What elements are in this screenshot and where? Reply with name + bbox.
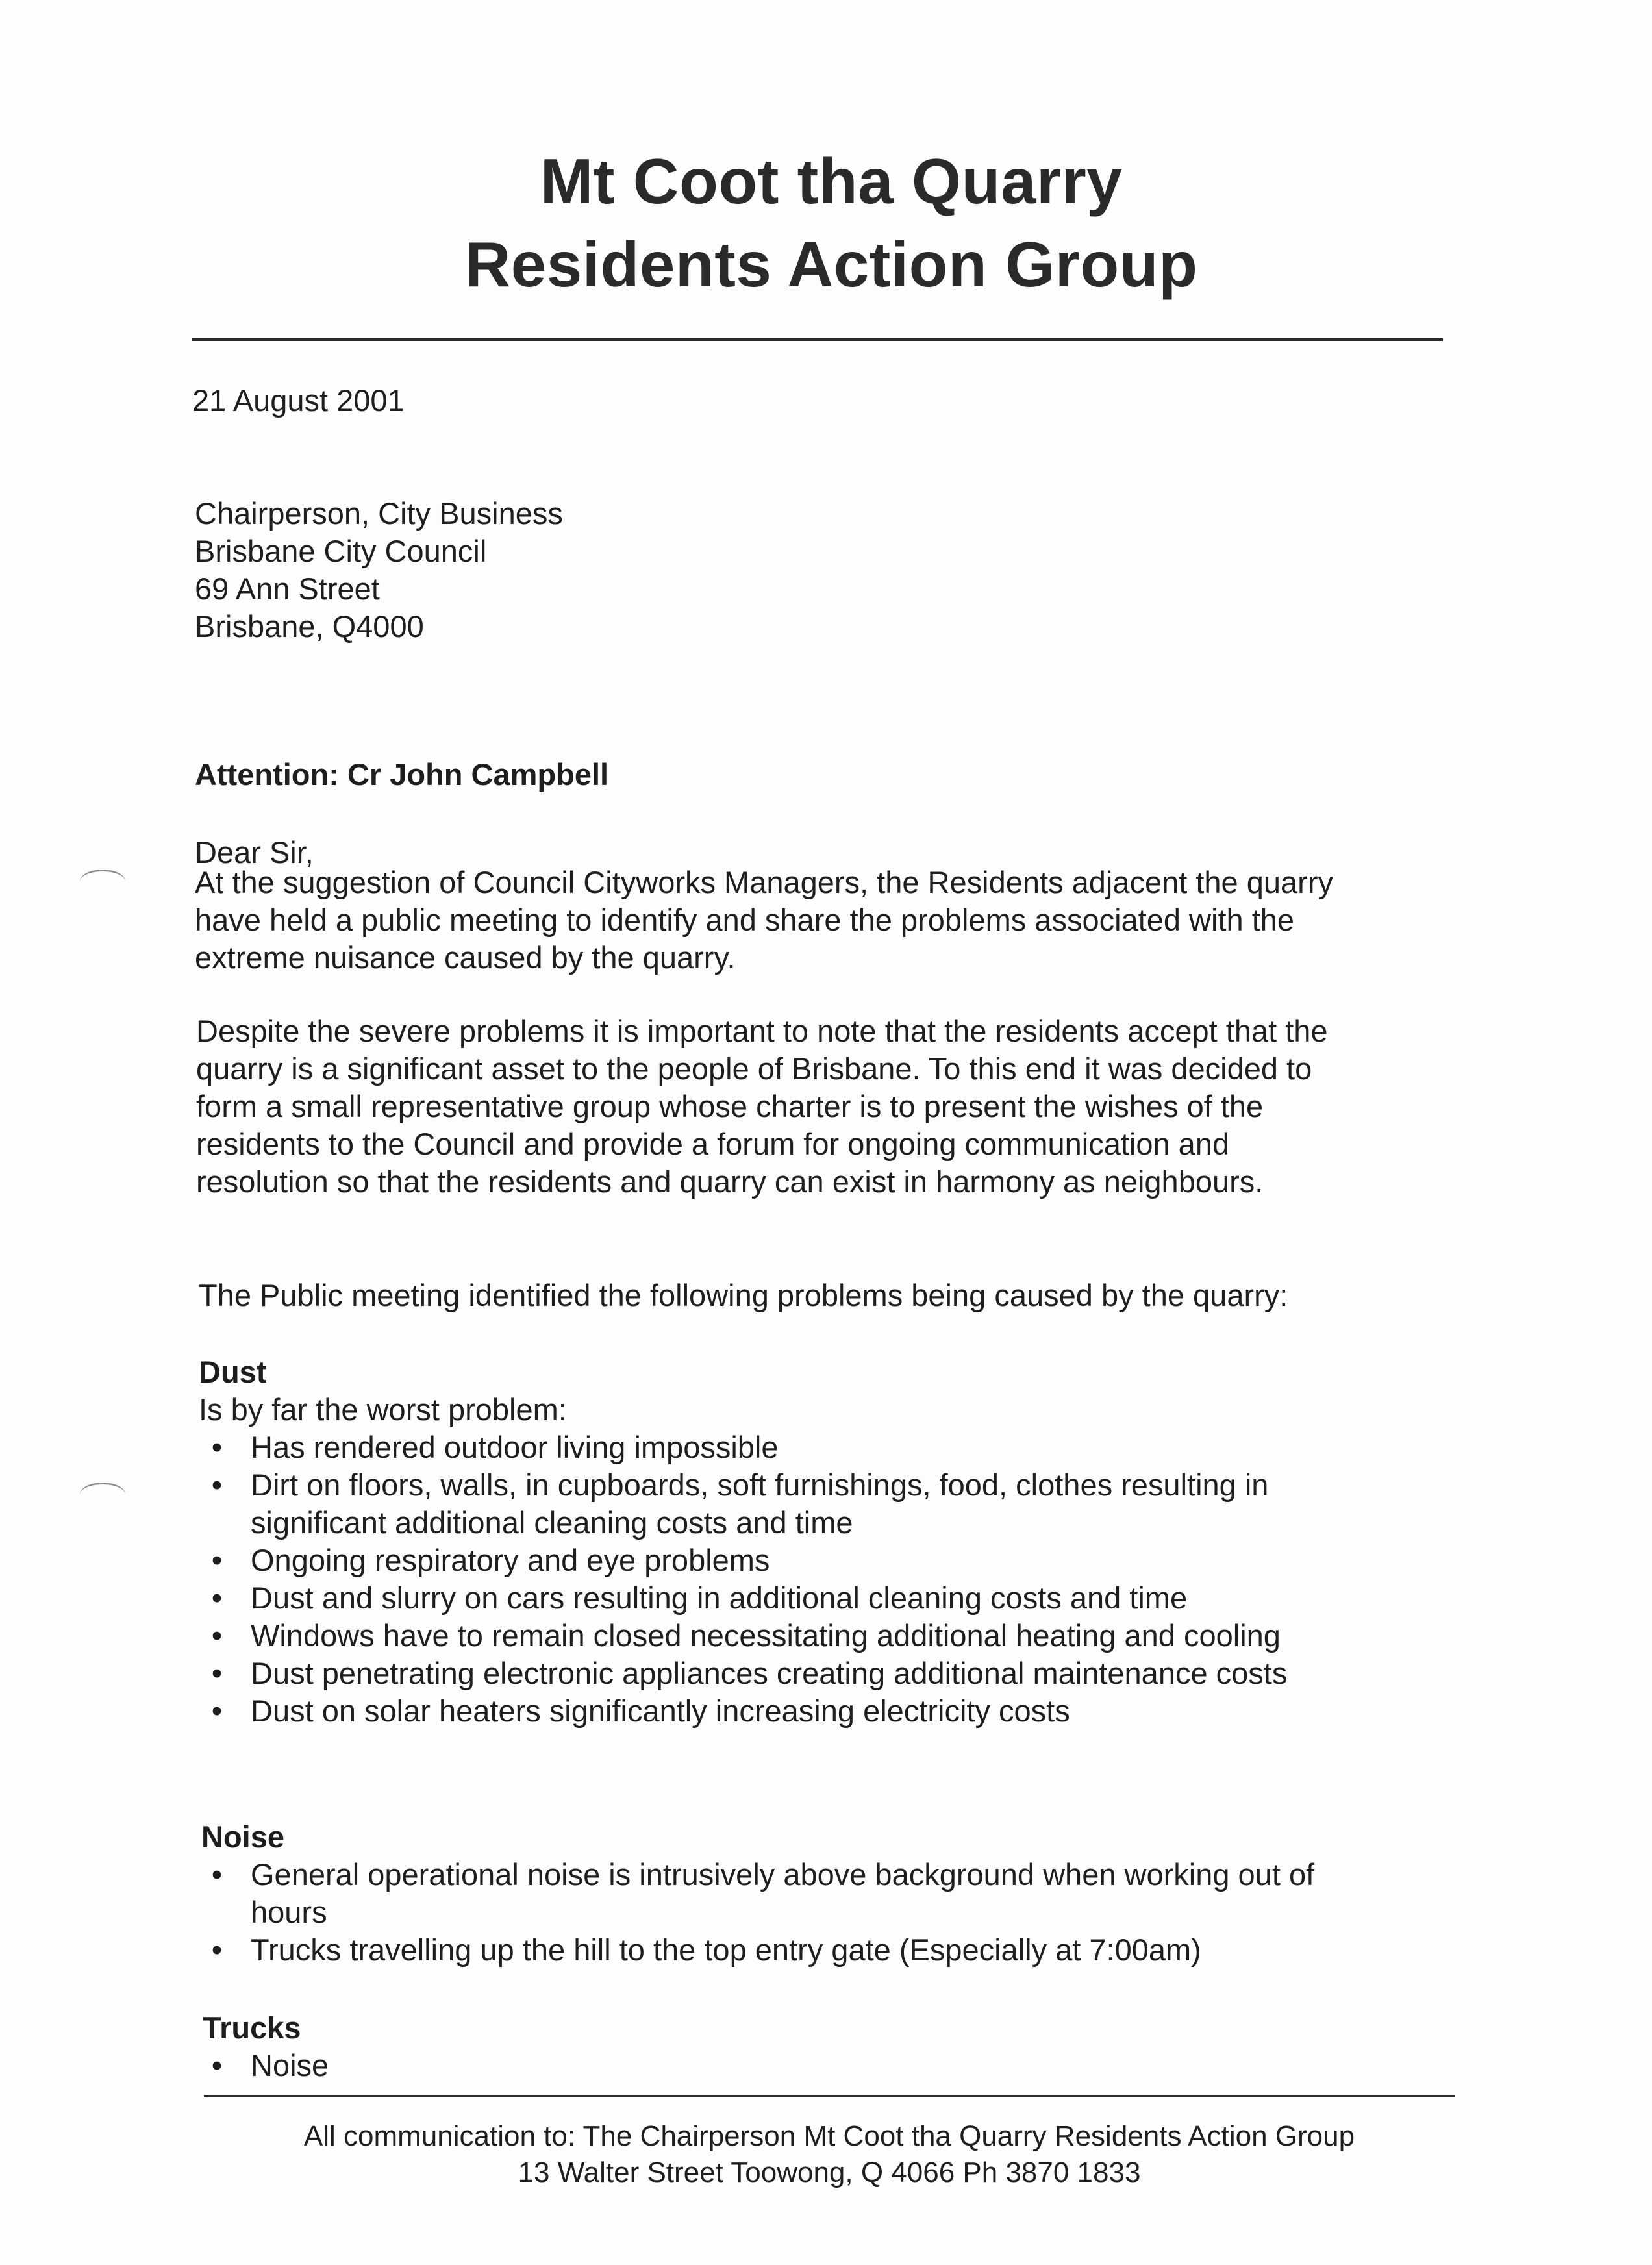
- list-item: [201, 1856, 1314, 1931]
- recipient-line: 69 Ann Street: [195, 571, 380, 606]
- paragraph-line: have held a public meeting to identify and share the problems associated with the: [195, 903, 1295, 937]
- list-item-text: Dust on solar heaters significantly increasing electricity costs: [251, 1694, 1070, 1728]
- bullet-icon: •: [211, 1933, 223, 1967]
- bullet-icon: •: [211, 1430, 223, 1464]
- bullet-icon: •: [211, 1618, 223, 1653]
- footer-line: All communication to: The Chairperson Mt Coot tha Quarry Residents Action Group: [303, 2120, 1355, 2152]
- letter-date: 21 August 2001: [192, 383, 405, 418]
- problems-intro: The Public meeting identified the following problems being caused by the quarry:: [199, 1278, 1288, 1312]
- letterhead-title-line2: Residents Action Group: [464, 229, 1198, 300]
- salutation: Dear Sir,: [195, 835, 314, 870]
- dust-problem-list: [201, 1429, 1287, 1730]
- trucks-problem-list: [201, 2047, 329, 2084]
- list-item-text: Ongoing respiratory and eye problems: [251, 1543, 770, 1577]
- list-item-text: Windows have to remain closed necessitating additional heating and cooling: [251, 1618, 1281, 1653]
- header-divider: [192, 338, 1443, 341]
- noise-problem-list: [201, 1856, 1314, 1969]
- bullet-icon: •: [211, 1694, 223, 1728]
- recipient-line: Brisbane, Q4000: [195, 609, 424, 644]
- punch-hole-mark: [80, 870, 125, 894]
- bullet-icon: •: [211, 1468, 223, 1502]
- footer-divider: [204, 2095, 1455, 2097]
- list-item: [201, 1655, 1287, 1692]
- list-item: [201, 1617, 1287, 1655]
- list-item-text: Has rendered outdoor living impossible: [251, 1430, 779, 1464]
- list-item-text: Noise: [251, 2048, 329, 2083]
- list-item: [201, 1692, 1287, 1730]
- paragraph-line: quarry is a significant asset to the people of Brisbane. To this end it was decided to: [196, 1051, 1312, 1086]
- dust-lead: Is by far the worst problem:: [199, 1392, 567, 1427]
- list-item-text: Dust and slurry on cars resulting in additional cleaning costs and time: [251, 1581, 1188, 1615]
- paragraph-line: At the suggestion of Council Cityworks Managers, the Residents adjacent the quarry: [195, 865, 1333, 899]
- list-item: [201, 1429, 1287, 1466]
- list-item-text: General operational noise is intrusively above background when working out of: [251, 1857, 1315, 1892]
- paragraph-line: residents to the Council and provide a forum for ongoing communication and: [196, 1127, 1230, 1161]
- bullet-icon: •: [211, 1656, 223, 1690]
- paragraph-line: extreme nuisance caused by the quarry.: [195, 940, 736, 975]
- bullet-icon: •: [211, 1857, 223, 1892]
- list-item-text: significant additional cleaning costs and time: [251, 1505, 853, 1540]
- list-item: [201, 1542, 1287, 1579]
- footer-line: 13 Walter Street Toowong, Q 4066 Ph 3870 1833: [518, 2157, 1141, 2188]
- attention-line: Attention: Cr John Campbell: [195, 757, 609, 792]
- recipient-line: Brisbane City Council: [195, 534, 487, 568]
- bullet-icon: •: [211, 1543, 223, 1577]
- list-item: [201, 1466, 1287, 1542]
- section-heading-trucks: Trucks: [203, 2010, 301, 2045]
- list-item-text: hours: [251, 1895, 327, 1929]
- list-item-text: Dust penetrating electronic appliances creating additional maintenance costs: [251, 1656, 1288, 1690]
- bullet-icon: •: [211, 2048, 223, 2083]
- paragraph-line: form a small representative group whose charter is to present the wishes of the: [196, 1089, 1264, 1123]
- bullet-icon: •: [211, 1581, 223, 1615]
- recipient-line: Chairperson, City Business: [195, 496, 563, 531]
- list-item: [201, 1579, 1287, 1617]
- paragraph-line: Despite the severe problems it is important to note that the residents accept that the: [196, 1014, 1328, 1048]
- section-heading-dust: Dust: [199, 1355, 267, 1389]
- list-item: [201, 2047, 329, 2084]
- section-heading-noise: Noise: [201, 1820, 284, 1854]
- list-item-text: Trucks travelling up the hill to the top entry gate (Especially at 7:00am): [251, 1933, 1201, 1967]
- paragraph-line: resolution so that the residents and quarry can exist in harmony as neighbours.: [196, 1164, 1264, 1199]
- punch-hole-mark: [80, 1483, 125, 1507]
- list-item: [201, 1931, 1314, 1969]
- letterhead-title-line1: Mt Coot tha Quarry: [540, 145, 1123, 217]
- list-item-text: Dirt on floors, walls, in cupboards, soft furnishings, food, clothes resulting in: [251, 1468, 1269, 1502]
